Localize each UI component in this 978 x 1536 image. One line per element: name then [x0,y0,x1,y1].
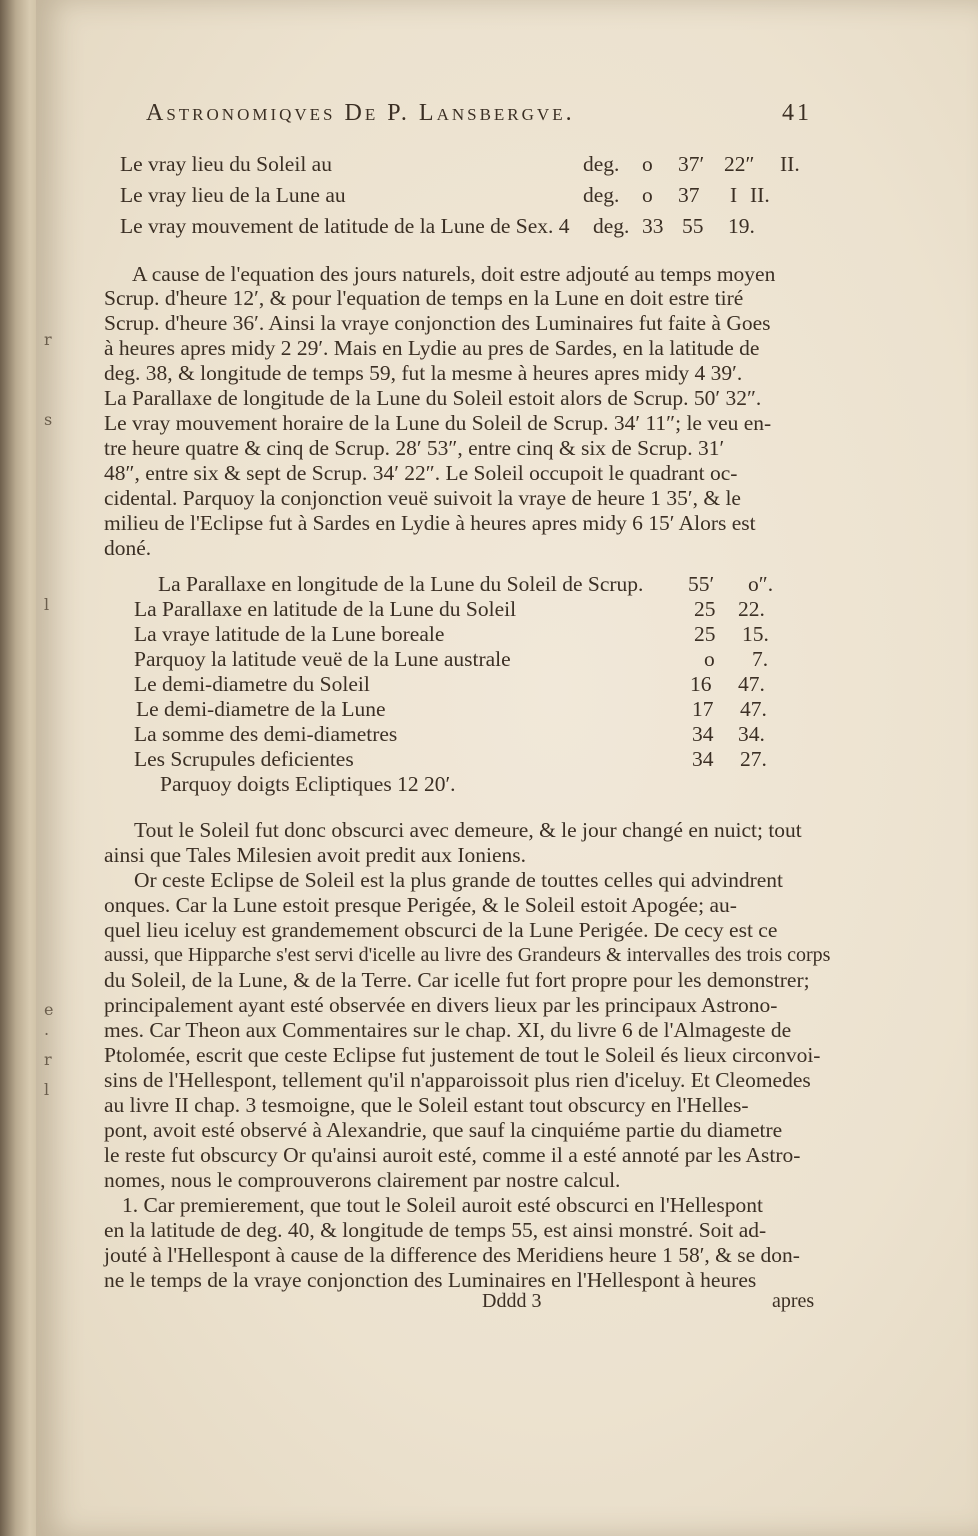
table-row [134,747,798,773]
position-row [120,183,810,209]
row-value: II. [780,152,800,176]
table-row [136,697,798,723]
page-number: 41 [782,100,812,126]
row-value: o [642,183,653,207]
book-binding [0,0,40,1536]
row-unit: deg. [593,214,630,238]
text-line: nomes, nous le comprouverons clairement par nostre calcul. [104,1168,621,1192]
text-line: Or ceste Eclipse de Soleil est la plus grande de touttes celles qui advindrent [134,868,783,892]
position-row [120,214,810,240]
table-row [134,722,798,748]
text-line: le reste fut obscurcy Or qu'ainsi auroit esté, comme il a esté annoté par les Astro- [104,1143,801,1167]
row-value: 37 [678,183,700,207]
table-value: 7. [752,647,769,671]
text-line: en la latitude de deg. 40, & longitude de temps 55, est ainsi monstré. Soit ad- [104,1218,767,1242]
table-value: o″. [748,572,774,596]
text-line: 48″, entre six & sept de Scrup. 34′ 22″. Le Soleil occupoit le quadrant oc- [104,461,738,485]
table-value: o [704,647,715,671]
text-line: ainsi que Tales Milesien avoit predit aux Ioniens. [104,843,527,867]
text-line: onques. Car la Lune estoit presque Perigée, & le Soleil estoit Apogée; au- [104,893,737,917]
bleed-mark: r [44,330,52,349]
row-label: Le vray lieu du Soleil au [120,152,332,176]
table-value: 15. [742,622,769,646]
row-unit: deg. [583,183,620,207]
table-value: 34. [738,722,765,746]
table-row [134,597,798,623]
bleed-mark: l [44,1080,50,1099]
table-label: La Parallaxe en longitude de la Lune du Soleil de Scrup. [158,572,644,596]
position-row [120,152,810,178]
text-line: jouté à l'Hellespont à cause de la difference des Meridiens heure 1 58′, & se don- [104,1243,800,1267]
text-line: La Parallaxe de longitude de la Lune du Soleil estoit alors de Scrup. 50′ 32″. [104,386,762,410]
bleed-mark: r [44,1050,52,1069]
row-value: I [730,183,738,207]
table-row [158,572,798,598]
table-label: La vraye latitude de la Lune boreale [134,622,445,646]
text-line: tre heure quatre & cinq de Scrup. 28′ 53″, entre cinq & six de Scrup. 31′ [104,436,725,460]
table-label: Les Scrupules deficientes [134,747,354,771]
text-line: Scrup. d'heure 12′, & pour l'equation de temps en la Lune en doit estre tiré [104,286,744,310]
row-label: Le vray mouvement de latitude de la Lune de Sex. 4 [120,214,570,238]
text-line: sins de l'Hellespont, tellement qu'il n'apparoissoit plus rien d'iceluy. Et Cleomedes [104,1068,811,1092]
text-line: 1. Car premierement, que tout le Soleil auroit esté obscurci en l'Hellespont [122,1193,763,1217]
text-line: cidental. Parquoy la conjonction veuë suivoit la vraye de heure 1 35′, & le [104,486,741,510]
row-unit: deg. [583,152,620,176]
row-label: Le vray lieu de la Lune au [120,183,346,207]
text-line: A cause de l'equation des jours naturels, doit estre adjouté au temps moyen [132,262,776,286]
text-line: Tout le Soleil fut donc obscurci avec demeure, & le jour changé en nuict; tout [134,818,802,842]
text-line: deg. 38, & longitude de temps 59, fut la mesme à heures apres midy 4 39′. [104,361,743,385]
bleed-mark: l [44,595,50,614]
table-value: 47. [738,672,765,696]
table-label: La Parallaxe en latitude de la Lune du Soleil [134,597,517,621]
text-line: aussi, que Hipparche s'est servi d'icelle au livre des Grandeurs & intervalles des trois corps [104,944,831,966]
text-line: à heures apres midy 2 29′. Mais en Lydie au pres de Sardes, en la latitude de [104,336,760,360]
signature-mark: Dddd 3 [482,1290,542,1312]
table-value: 34 [692,747,714,771]
table-value: 34 [692,722,714,746]
bleed-mark: s [44,410,53,429]
table-note: Parquoy doigts Ecliptiques 12 20′. [160,772,456,796]
table-value: 17 [692,697,714,721]
table-label: Parquoy la latitude veuë de la Lune australe [134,647,511,671]
table-value: 55′ [688,572,715,596]
table-row [134,647,798,673]
text-line: mes. Car Theon aux Commentaires sur le chap. XI, du livre 6 de l'Almageste de [104,1018,792,1042]
table-value: 27. [740,747,767,771]
running-head-title: Astronomiqves De P. Lansbergve. [146,100,575,126]
row-value: 22″ [724,152,755,176]
text-line: principalement ayant esté observée en divers lieux par les principaux Astrono- [104,993,778,1017]
text-line: du Soleil, de la Lune, & de la Terre. Car icelle fut fort propre pour les demonstrer; [104,968,810,992]
text-line: pont, avoit esté observé à Alexandrie, que sauf la cinquiéme partie du diametre [104,1118,783,1142]
row-value: 33 [642,214,664,238]
row-value: 55 [682,214,704,238]
table-label: Le demi-diametre de la Lune [136,697,386,721]
table-label: Le demi-diametre du Soleil [134,672,370,696]
text-line: ne le temps de la vraye conjonction des Luminaires en l'Hellespont à heures [104,1268,757,1292]
table-value: 47. [740,697,767,721]
bleed-mark: e [44,1000,54,1019]
text-line: doné. [104,536,152,560]
text-line: milieu de l'Eclipse fut à Sardes en Lydie à heures apres midy 6 15′ Alors est [104,511,756,535]
text-line: au livre II chap. 3 tesmoigne, que le Soleil estant tout obscurcy en l'Helles- [104,1093,749,1117]
row-value: 37′ [678,152,705,176]
row-value: 19. [728,214,755,238]
table-row [134,672,798,698]
text-line: Ptolomée, escrit que ceste Eclipse fut justement de tout le Soleil és lieux circonvoi- [104,1043,821,1067]
table-label: La somme des demi-diametres [134,722,398,746]
running-head [146,100,812,134]
table-value: 25 [694,622,716,646]
row-value: o [642,152,653,176]
table-value: 16 [690,672,712,696]
bleed-mark: . [44,1020,50,1039]
text-line: quel lieu iceluy est grandemement obscurci de la Lune Perigée. De cecy est ce [104,918,778,942]
row-value: II. [750,183,770,207]
catchword: apres [772,1290,815,1312]
table-value: 22. [738,597,765,621]
text-line: Le vray mouvement horaire de la Lune du Soleil de Scrup. 34′ 11″; le veu en- [104,411,772,435]
text-line: Scrup. d'heure 36′. Ainsi la vraye conjonction des Luminaires fut faite à Goes [104,311,771,335]
table-row [134,622,798,648]
table-value: 25 [694,597,716,621]
